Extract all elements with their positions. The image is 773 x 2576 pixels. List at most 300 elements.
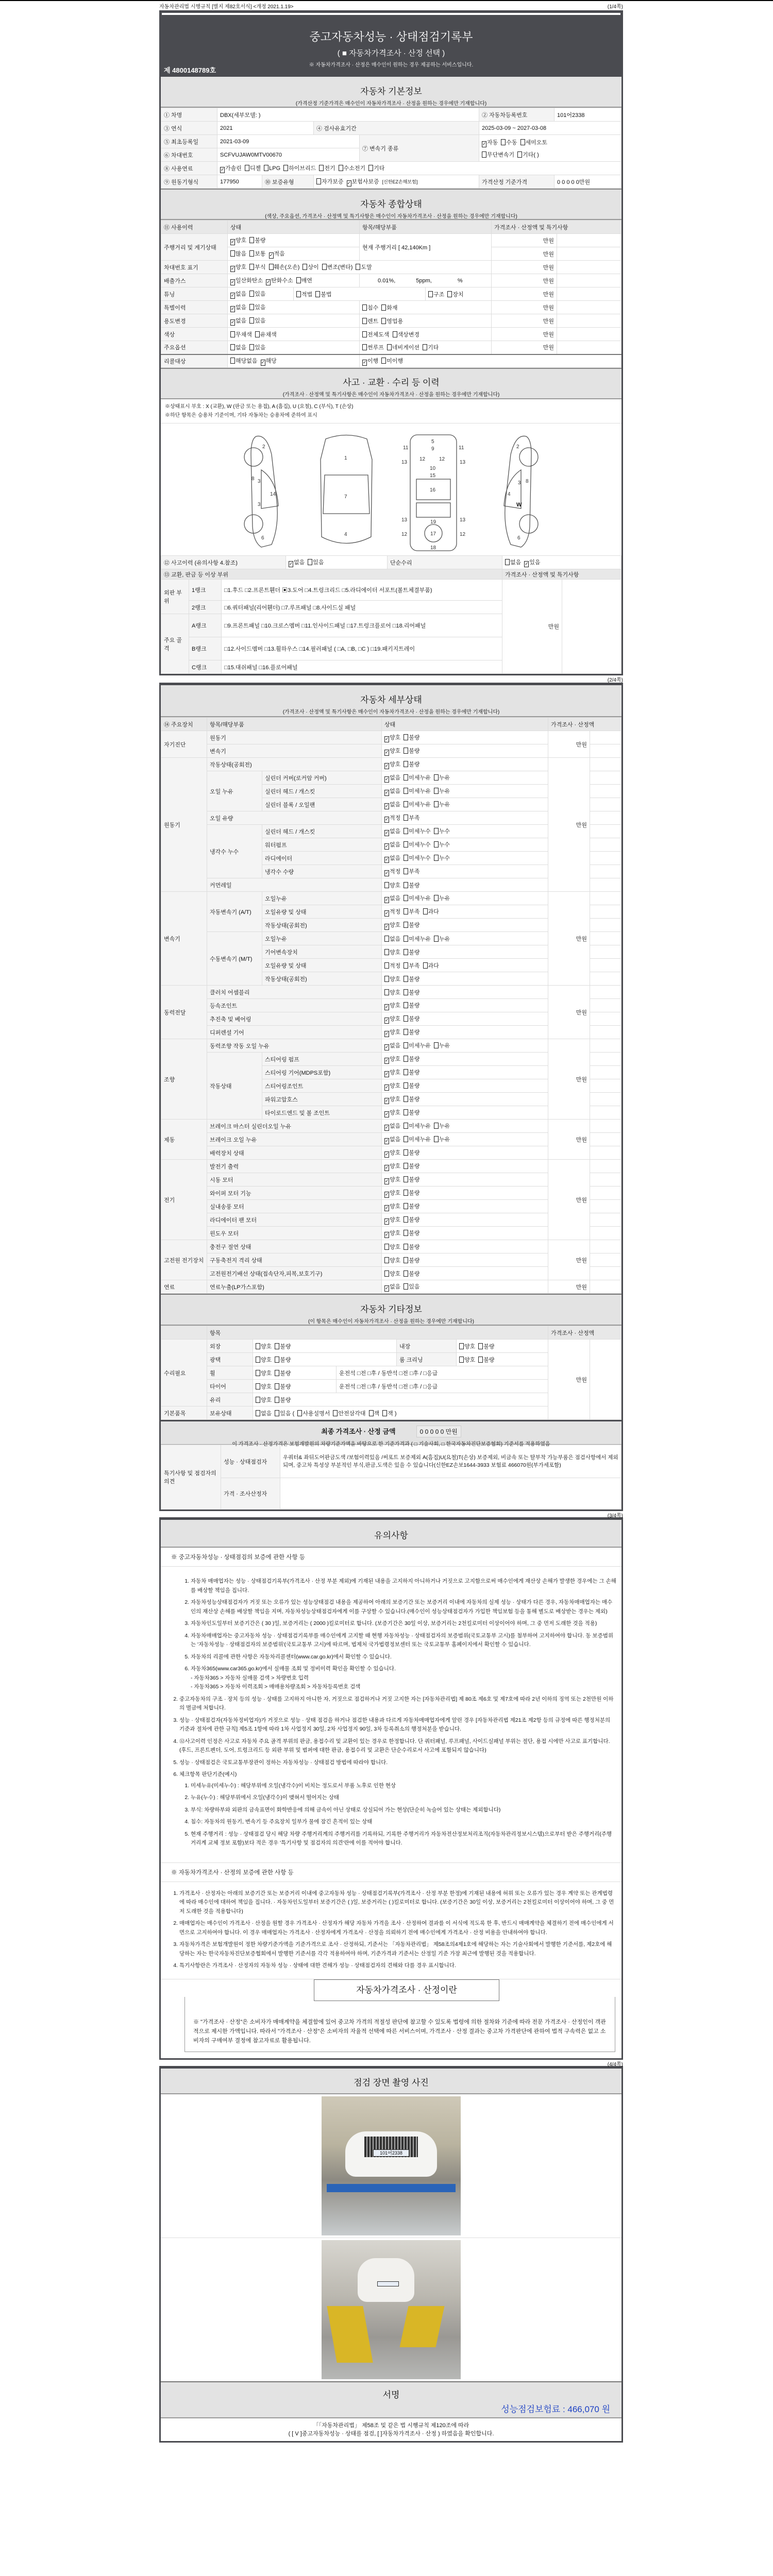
checkbox-option[interactable] — [275, 1342, 291, 1350]
unchecked-box-icon[interactable] — [404, 815, 408, 821]
unchecked-box-icon[interactable] — [404, 841, 408, 848]
unchecked-box-icon[interactable] — [384, 949, 389, 955]
checkbox-option[interactable] — [423, 907, 439, 916]
checkbox-option[interactable] — [256, 1409, 272, 1417]
unchecked-box-icon[interactable] — [381, 304, 386, 311]
checkbox-option[interactable] — [459, 1342, 475, 1350]
checkbox-option[interactable] — [266, 276, 293, 285]
checked-box-icon[interactable]: ✓ — [385, 896, 389, 902]
checkbox-option[interactable] — [230, 263, 246, 272]
unchecked-box-icon[interactable] — [520, 139, 525, 145]
checked-box-icon[interactable]: ✓ — [385, 1111, 389, 1116]
checkbox-option[interactable] — [404, 1175, 419, 1183]
unchecked-box-icon[interactable] — [404, 855, 408, 861]
checkbox-option[interactable] — [404, 773, 431, 782]
checkbox-option[interactable] — [404, 787, 431, 795]
checkbox-option[interactable] — [362, 317, 378, 325]
unchecked-box-icon[interactable] — [404, 989, 408, 995]
checkbox-option[interactable] — [384, 1202, 400, 1211]
checked-box-icon[interactable]: ✓ — [385, 923, 389, 929]
checkbox-option[interactable] — [283, 164, 316, 172]
unchecked-box-icon[interactable] — [384, 962, 389, 969]
checked-box-icon[interactable]: ✓ — [385, 762, 389, 768]
checkbox-option[interactable] — [368, 164, 384, 172]
checkbox-option[interactable] — [404, 733, 419, 741]
unchecked-box-icon[interactable] — [404, 1096, 408, 1102]
unchecked-box-icon[interactable] — [404, 801, 408, 807]
checkbox-option[interactable] — [230, 290, 246, 299]
checkbox-option[interactable] — [384, 881, 400, 889]
checkbox-option[interactable] — [256, 1382, 272, 1391]
checked-box-icon[interactable]: ✓ — [385, 1231, 389, 1237]
unchecked-box-icon[interactable] — [404, 908, 408, 914]
checkbox-option[interactable] — [384, 1108, 400, 1117]
checkbox-option[interactable] — [384, 1095, 400, 1104]
unchecked-box-icon[interactable] — [404, 936, 408, 942]
checkbox-option[interactable] — [256, 1396, 272, 1404]
checkbox-option[interactable] — [434, 1122, 450, 1130]
unchecked-box-icon[interactable] — [275, 1383, 279, 1389]
checkbox-option[interactable] — [404, 935, 431, 943]
checkbox-option[interactable] — [404, 988, 419, 996]
checkbox-option[interactable] — [289, 558, 305, 567]
checked-box-icon[interactable]: ✓ — [385, 1138, 389, 1143]
unchecked-box-icon[interactable] — [434, 1136, 439, 1142]
checkbox-option[interactable] — [382, 1409, 396, 1417]
checkbox-option[interactable] — [404, 1229, 419, 1237]
unchecked-box-icon[interactable] — [256, 1383, 260, 1389]
unchecked-box-icon[interactable] — [249, 304, 254, 310]
checked-box-icon[interactable]: ✓ — [385, 843, 389, 849]
checkbox-option[interactable] — [384, 827, 400, 836]
checkbox-option[interactable] — [230, 276, 263, 285]
checkbox-option[interactable] — [505, 558, 521, 566]
unchecked-box-icon[interactable] — [423, 344, 427, 350]
unchecked-box-icon[interactable] — [387, 344, 392, 350]
checkbox-option[interactable] — [384, 1175, 400, 1184]
checked-box-icon[interactable]: ✓ — [385, 1030, 389, 1036]
checkbox-option[interactable] — [434, 854, 450, 862]
checkbox-option[interactable] — [261, 357, 277, 366]
unchecked-box-icon[interactable] — [404, 1203, 408, 1209]
checked-box-icon[interactable]: ✓ — [385, 1178, 389, 1183]
checkbox-option[interactable] — [384, 1014, 400, 1024]
checked-box-icon[interactable]: ✓ — [385, 1044, 389, 1049]
unchecked-box-icon[interactable] — [356, 264, 360, 270]
checked-box-icon[interactable]: ✓ — [385, 816, 389, 822]
checkbox-option[interactable] — [404, 1028, 419, 1036]
unchecked-box-icon[interactable] — [393, 331, 397, 337]
checkbox-option[interactable] — [404, 1202, 419, 1210]
checkbox-option[interactable] — [255, 330, 277, 338]
checkbox-option[interactable] — [384, 1215, 400, 1225]
checked-box-icon[interactable]: ✓ — [385, 1004, 389, 1009]
unchecked-box-icon[interactable] — [447, 291, 452, 297]
checkbox-option[interactable] — [384, 1189, 400, 1198]
unchecked-box-icon[interactable] — [428, 291, 433, 297]
unchecked-box-icon[interactable] — [249, 250, 254, 257]
checkbox-option[interactable] — [434, 787, 450, 795]
checkbox-option[interactable] — [423, 343, 439, 351]
checkbox-option[interactable] — [384, 1162, 400, 1171]
checkbox-option[interactable] — [404, 1055, 419, 1063]
checkbox-option[interactable] — [404, 1215, 419, 1224]
checkbox-option[interactable] — [393, 330, 420, 338]
checked-box-icon[interactable]: ✓ — [289, 561, 293, 566]
checkbox-option[interactable] — [428, 290, 444, 298]
checkbox-option[interactable] — [269, 263, 300, 271]
unchecked-box-icon[interactable] — [404, 1230, 408, 1236]
unchecked-box-icon[interactable] — [517, 151, 522, 158]
checked-box-icon[interactable]: ✓ — [385, 1057, 389, 1063]
checkbox-option[interactable] — [404, 1256, 419, 1264]
checkbox-option[interactable] — [384, 961, 400, 970]
unchecked-box-icon[interactable] — [249, 291, 254, 297]
checkbox-option[interactable] — [482, 150, 514, 159]
checkbox-option[interactable] — [249, 343, 265, 351]
unchecked-box-icon[interactable] — [362, 318, 367, 324]
checkbox-option[interactable] — [230, 330, 252, 338]
checkbox-option[interactable] — [384, 840, 400, 850]
unchecked-box-icon[interactable] — [362, 331, 367, 337]
unchecked-box-icon[interactable] — [404, 1109, 408, 1115]
unchecked-box-icon[interactable] — [505, 559, 510, 565]
checkbox-option[interactable] — [384, 988, 400, 996]
checkbox-option[interactable] — [520, 138, 548, 146]
checkbox-option[interactable] — [404, 867, 419, 875]
checkbox-option[interactable] — [384, 1256, 400, 1264]
unchecked-box-icon[interactable] — [381, 318, 386, 324]
checked-box-icon[interactable]: ✓ — [385, 776, 389, 782]
unchecked-box-icon[interactable] — [249, 237, 254, 243]
checkbox-option[interactable] — [308, 558, 324, 566]
checkbox-option[interactable] — [404, 1068, 419, 1076]
checked-box-icon[interactable]: ✓ — [231, 279, 235, 284]
checkbox-option[interactable] — [384, 921, 400, 930]
unchecked-box-icon[interactable] — [404, 1029, 408, 1035]
checkbox-option[interactable] — [384, 800, 400, 809]
unchecked-box-icon[interactable] — [434, 895, 439, 901]
checked-box-icon[interactable]: ✓ — [385, 1124, 389, 1130]
checked-box-icon[interactable]: ✓ — [385, 1191, 389, 1197]
checkbox-option[interactable] — [319, 164, 335, 172]
unchecked-box-icon[interactable] — [255, 331, 260, 337]
unchecked-box-icon[interactable] — [404, 1257, 408, 1263]
checkbox-option[interactable] — [482, 138, 498, 147]
unchecked-box-icon[interactable] — [256, 1357, 260, 1363]
unchecked-box-icon[interactable] — [434, 1123, 439, 1129]
checkbox-option[interactable] — [384, 975, 400, 983]
checkbox-option[interactable] — [447, 290, 463, 298]
unchecked-box-icon[interactable] — [404, 868, 408, 874]
unchecked-box-icon[interactable] — [275, 1343, 279, 1349]
checkbox-option[interactable] — [362, 303, 378, 312]
checkbox-option[interactable] — [434, 894, 450, 902]
unchecked-box-icon[interactable] — [404, 895, 408, 901]
checkbox-option[interactable] — [404, 894, 431, 902]
checkbox-option[interactable] — [404, 1108, 419, 1116]
unchecked-box-icon[interactable] — [303, 264, 307, 270]
checked-box-icon[interactable]: ✓ — [231, 292, 235, 298]
checkbox-option[interactable] — [434, 840, 450, 849]
unchecked-box-icon[interactable] — [404, 1190, 408, 1196]
checkbox-option[interactable] — [404, 1135, 431, 1143]
checkbox-option[interactable] — [230, 316, 246, 326]
unchecked-box-icon[interactable] — [230, 344, 235, 350]
checkbox-option[interactable] — [384, 760, 400, 769]
unchecked-box-icon[interactable] — [423, 908, 428, 914]
checked-box-icon[interactable]: ✓ — [269, 252, 274, 258]
checkbox-option[interactable] — [434, 827, 450, 835]
checkbox-option[interactable] — [384, 935, 400, 943]
unchecked-box-icon[interactable] — [404, 734, 408, 740]
unchecked-box-icon[interactable] — [384, 1257, 389, 1263]
unchecked-box-icon[interactable] — [275, 1370, 279, 1376]
checkbox-option[interactable] — [404, 854, 431, 862]
checkbox-option[interactable] — [404, 1041, 431, 1049]
unchecked-box-icon[interactable] — [249, 344, 254, 350]
unchecked-box-icon[interactable] — [256, 1343, 260, 1349]
checked-box-icon[interactable]: ✓ — [221, 166, 225, 172]
checkbox-option[interactable] — [384, 948, 400, 956]
checkbox-option[interactable] — [249, 263, 265, 271]
checked-box-icon[interactable]: ✓ — [385, 1151, 389, 1157]
checkbox-option[interactable] — [297, 1409, 330, 1417]
checked-box-icon[interactable]: ✓ — [231, 306, 235, 311]
unchecked-box-icon[interactable] — [384, 1244, 389, 1250]
unchecked-box-icon[interactable] — [482, 151, 486, 158]
checkbox-option[interactable] — [404, 760, 419, 768]
checkbox-option[interactable] — [230, 236, 246, 245]
unchecked-box-icon[interactable] — [368, 165, 373, 171]
checkbox-option[interactable] — [245, 164, 261, 172]
checkbox-option[interactable] — [434, 1135, 450, 1143]
unchecked-box-icon[interactable] — [404, 1002, 408, 1008]
checked-box-icon[interactable]: ✓ — [231, 319, 235, 325]
checkbox-option[interactable] — [524, 558, 540, 567]
unchecked-box-icon[interactable] — [296, 277, 301, 283]
checkbox-option[interactable] — [517, 150, 539, 159]
unchecked-box-icon[interactable] — [256, 1370, 260, 1376]
checked-box-icon[interactable]: ✓ — [385, 910, 389, 916]
checkbox-option[interactable] — [249, 249, 265, 258]
unchecked-box-icon[interactable] — [404, 1056, 408, 1062]
checkbox-option[interactable] — [384, 1081, 400, 1091]
checkbox-option[interactable] — [256, 1355, 272, 1364]
checkbox-option[interactable] — [434, 773, 450, 782]
unchecked-box-icon[interactable] — [384, 989, 389, 995]
unchecked-box-icon[interactable] — [382, 1410, 387, 1416]
checkbox-option[interactable] — [404, 840, 431, 849]
unchecked-box-icon[interactable] — [230, 358, 235, 364]
checkbox-option[interactable] — [269, 249, 285, 259]
checkbox-option[interactable] — [404, 975, 419, 983]
unchecked-box-icon[interactable] — [459, 1343, 464, 1349]
checked-box-icon[interactable]: ✓ — [363, 359, 367, 365]
unchecked-box-icon[interactable] — [404, 1283, 408, 1290]
checkbox-option[interactable] — [333, 1409, 365, 1417]
unchecked-box-icon[interactable] — [404, 1042, 408, 1048]
checkbox-option[interactable] — [230, 343, 246, 351]
checkbox-option[interactable] — [316, 177, 344, 185]
checkbox-option[interactable] — [404, 948, 419, 956]
unchecked-box-icon[interactable] — [404, 1015, 408, 1022]
checkbox-option[interactable] — [256, 1369, 272, 1377]
checked-box-icon[interactable]: ✓ — [385, 749, 389, 755]
unchecked-box-icon[interactable] — [230, 250, 235, 257]
checked-box-icon[interactable]: ✓ — [385, 1084, 389, 1090]
checkbox-option[interactable] — [384, 787, 400, 796]
checkbox-option[interactable] — [275, 1396, 291, 1404]
unchecked-box-icon[interactable] — [381, 358, 386, 364]
checkbox-option[interactable] — [275, 1355, 291, 1364]
checkbox-option[interactable] — [362, 330, 390, 338]
checked-box-icon[interactable]: ✓ — [385, 1285, 389, 1291]
checked-box-icon[interactable]: ✓ — [385, 1017, 389, 1023]
checkbox-option[interactable] — [404, 827, 431, 835]
unchecked-box-icon[interactable] — [404, 1136, 408, 1142]
checkbox-option[interactable] — [404, 1122, 431, 1130]
unchecked-box-icon[interactable] — [404, 748, 408, 754]
unchecked-box-icon[interactable] — [384, 976, 389, 982]
checkbox-option[interactable] — [404, 747, 419, 755]
checked-box-icon[interactable]: ✓ — [385, 1097, 389, 1103]
unchecked-box-icon[interactable] — [308, 559, 312, 565]
checkbox-option[interactable] — [384, 814, 400, 823]
checkbox-option[interactable] — [381, 317, 403, 325]
unchecked-box-icon[interactable] — [478, 1357, 483, 1363]
unchecked-box-icon[interactable] — [369, 1410, 374, 1416]
checkbox-option[interactable] — [296, 290, 312, 298]
checkbox-option[interactable] — [384, 1122, 400, 1131]
unchecked-box-icon[interactable] — [315, 291, 320, 297]
checked-box-icon[interactable]: ✓ — [385, 1164, 389, 1170]
unchecked-box-icon[interactable] — [423, 962, 428, 969]
unchecked-box-icon[interactable] — [275, 1397, 279, 1403]
unchecked-box-icon[interactable] — [404, 828, 408, 834]
unchecked-box-icon[interactable] — [249, 317, 254, 324]
unchecked-box-icon[interactable] — [362, 344, 367, 350]
checkbox-option[interactable] — [249, 290, 265, 298]
checkbox-option[interactable] — [230, 303, 246, 312]
checkbox-option[interactable] — [249, 303, 265, 311]
checkbox-option[interactable] — [384, 1269, 400, 1278]
checkbox-option[interactable] — [220, 164, 242, 173]
checkbox-option[interactable] — [384, 854, 400, 863]
unchecked-box-icon[interactable] — [269, 264, 274, 270]
checkbox-option[interactable] — [362, 343, 384, 351]
unchecked-box-icon[interactable] — [404, 1244, 408, 1250]
checkbox-option[interactable] — [384, 907, 400, 917]
checked-box-icon[interactable]: ✓ — [266, 279, 271, 284]
unchecked-box-icon[interactable] — [275, 1357, 279, 1363]
checkbox-option[interactable] — [404, 907, 419, 916]
checkbox-option[interactable] — [404, 961, 419, 970]
checkbox-option[interactable] — [275, 1382, 291, 1391]
checkbox-option[interactable] — [362, 357, 378, 366]
unchecked-box-icon[interactable] — [404, 882, 408, 888]
checked-box-icon[interactable]: ✓ — [385, 856, 389, 862]
unchecked-box-icon[interactable] — [384, 882, 389, 888]
unchecked-box-icon[interactable] — [478, 1343, 483, 1349]
unchecked-box-icon[interactable] — [264, 165, 268, 171]
checkbox-option[interactable] — [322, 263, 353, 271]
unchecked-box-icon[interactable] — [404, 949, 408, 955]
unchecked-box-icon[interactable] — [434, 855, 439, 861]
unchecked-box-icon[interactable] — [362, 304, 367, 311]
checkbox-option[interactable] — [256, 1342, 272, 1350]
checkbox-option[interactable] — [459, 1355, 475, 1364]
checkbox-option[interactable] — [384, 1135, 400, 1144]
unchecked-box-icon[interactable] — [434, 788, 439, 794]
checkbox-option[interactable] — [404, 921, 419, 929]
unchecked-box-icon[interactable] — [404, 1270, 408, 1277]
checkbox-option[interactable] — [303, 263, 318, 271]
unchecked-box-icon[interactable] — [249, 264, 254, 270]
checked-box-icon[interactable]: ✓ — [231, 239, 235, 244]
checkbox-option[interactable] — [434, 935, 450, 943]
checkbox-option[interactable] — [384, 1243, 400, 1251]
checkbox-option[interactable] — [339, 164, 366, 172]
checkbox-option[interactable] — [356, 263, 372, 271]
checkbox-option[interactable] — [275, 1409, 294, 1417]
unchecked-box-icon[interactable] — [316, 178, 321, 184]
checkbox-option[interactable] — [384, 1028, 400, 1037]
unchecked-box-icon[interactable] — [384, 936, 389, 942]
unchecked-box-icon[interactable] — [404, 761, 408, 767]
checkbox-option[interactable] — [249, 236, 265, 244]
checkbox-option[interactable] — [404, 1081, 419, 1090]
unchecked-box-icon[interactable] — [245, 165, 249, 171]
checkbox-option[interactable] — [404, 1269, 419, 1278]
checkbox-option[interactable] — [384, 894, 400, 903]
checkbox-option[interactable] — [384, 1148, 400, 1158]
unchecked-box-icon[interactable] — [404, 1163, 408, 1169]
unchecked-box-icon[interactable] — [501, 139, 506, 145]
unchecked-box-icon[interactable] — [404, 1082, 408, 1089]
checked-box-icon[interactable]: ✓ — [482, 141, 486, 146]
checkbox-option[interactable] — [275, 1369, 291, 1377]
unchecked-box-icon[interactable] — [296, 291, 301, 297]
unchecked-box-icon[interactable] — [230, 331, 235, 337]
unchecked-box-icon[interactable] — [434, 801, 439, 807]
checkbox-option[interactable] — [478, 1355, 494, 1364]
unchecked-box-icon[interactable] — [404, 1123, 408, 1129]
checked-box-icon[interactable]: ✓ — [231, 265, 235, 271]
checked-box-icon[interactable]: ✓ — [385, 736, 389, 741]
checkbox-option[interactable] — [384, 733, 400, 742]
checked-box-icon[interactable]: ✓ — [385, 803, 389, 808]
checked-box-icon[interactable]: ✓ — [385, 1205, 389, 1210]
unchecked-box-icon[interactable] — [339, 165, 343, 171]
unchecked-box-icon[interactable] — [404, 1176, 408, 1182]
checkbox-option[interactable] — [404, 1014, 419, 1023]
checkbox-option[interactable] — [404, 1162, 419, 1170]
checkbox-option[interactable] — [478, 1342, 494, 1350]
checkbox-option[interactable] — [384, 1055, 400, 1064]
unchecked-box-icon[interactable] — [404, 788, 408, 794]
checked-box-icon[interactable]: ✓ — [385, 870, 389, 875]
unchecked-box-icon[interactable] — [434, 828, 439, 834]
unchecked-box-icon[interactable] — [404, 1149, 408, 1156]
checkbox-option[interactable] — [501, 138, 517, 146]
checkbox-option[interactable] — [404, 1095, 419, 1103]
unchecked-box-icon[interactable] — [297, 1410, 302, 1416]
unchecked-box-icon[interactable] — [404, 922, 408, 928]
checkbox-option[interactable] — [296, 276, 312, 284]
checkbox-option[interactable] — [404, 1001, 419, 1009]
unchecked-box-icon[interactable] — [322, 264, 327, 270]
